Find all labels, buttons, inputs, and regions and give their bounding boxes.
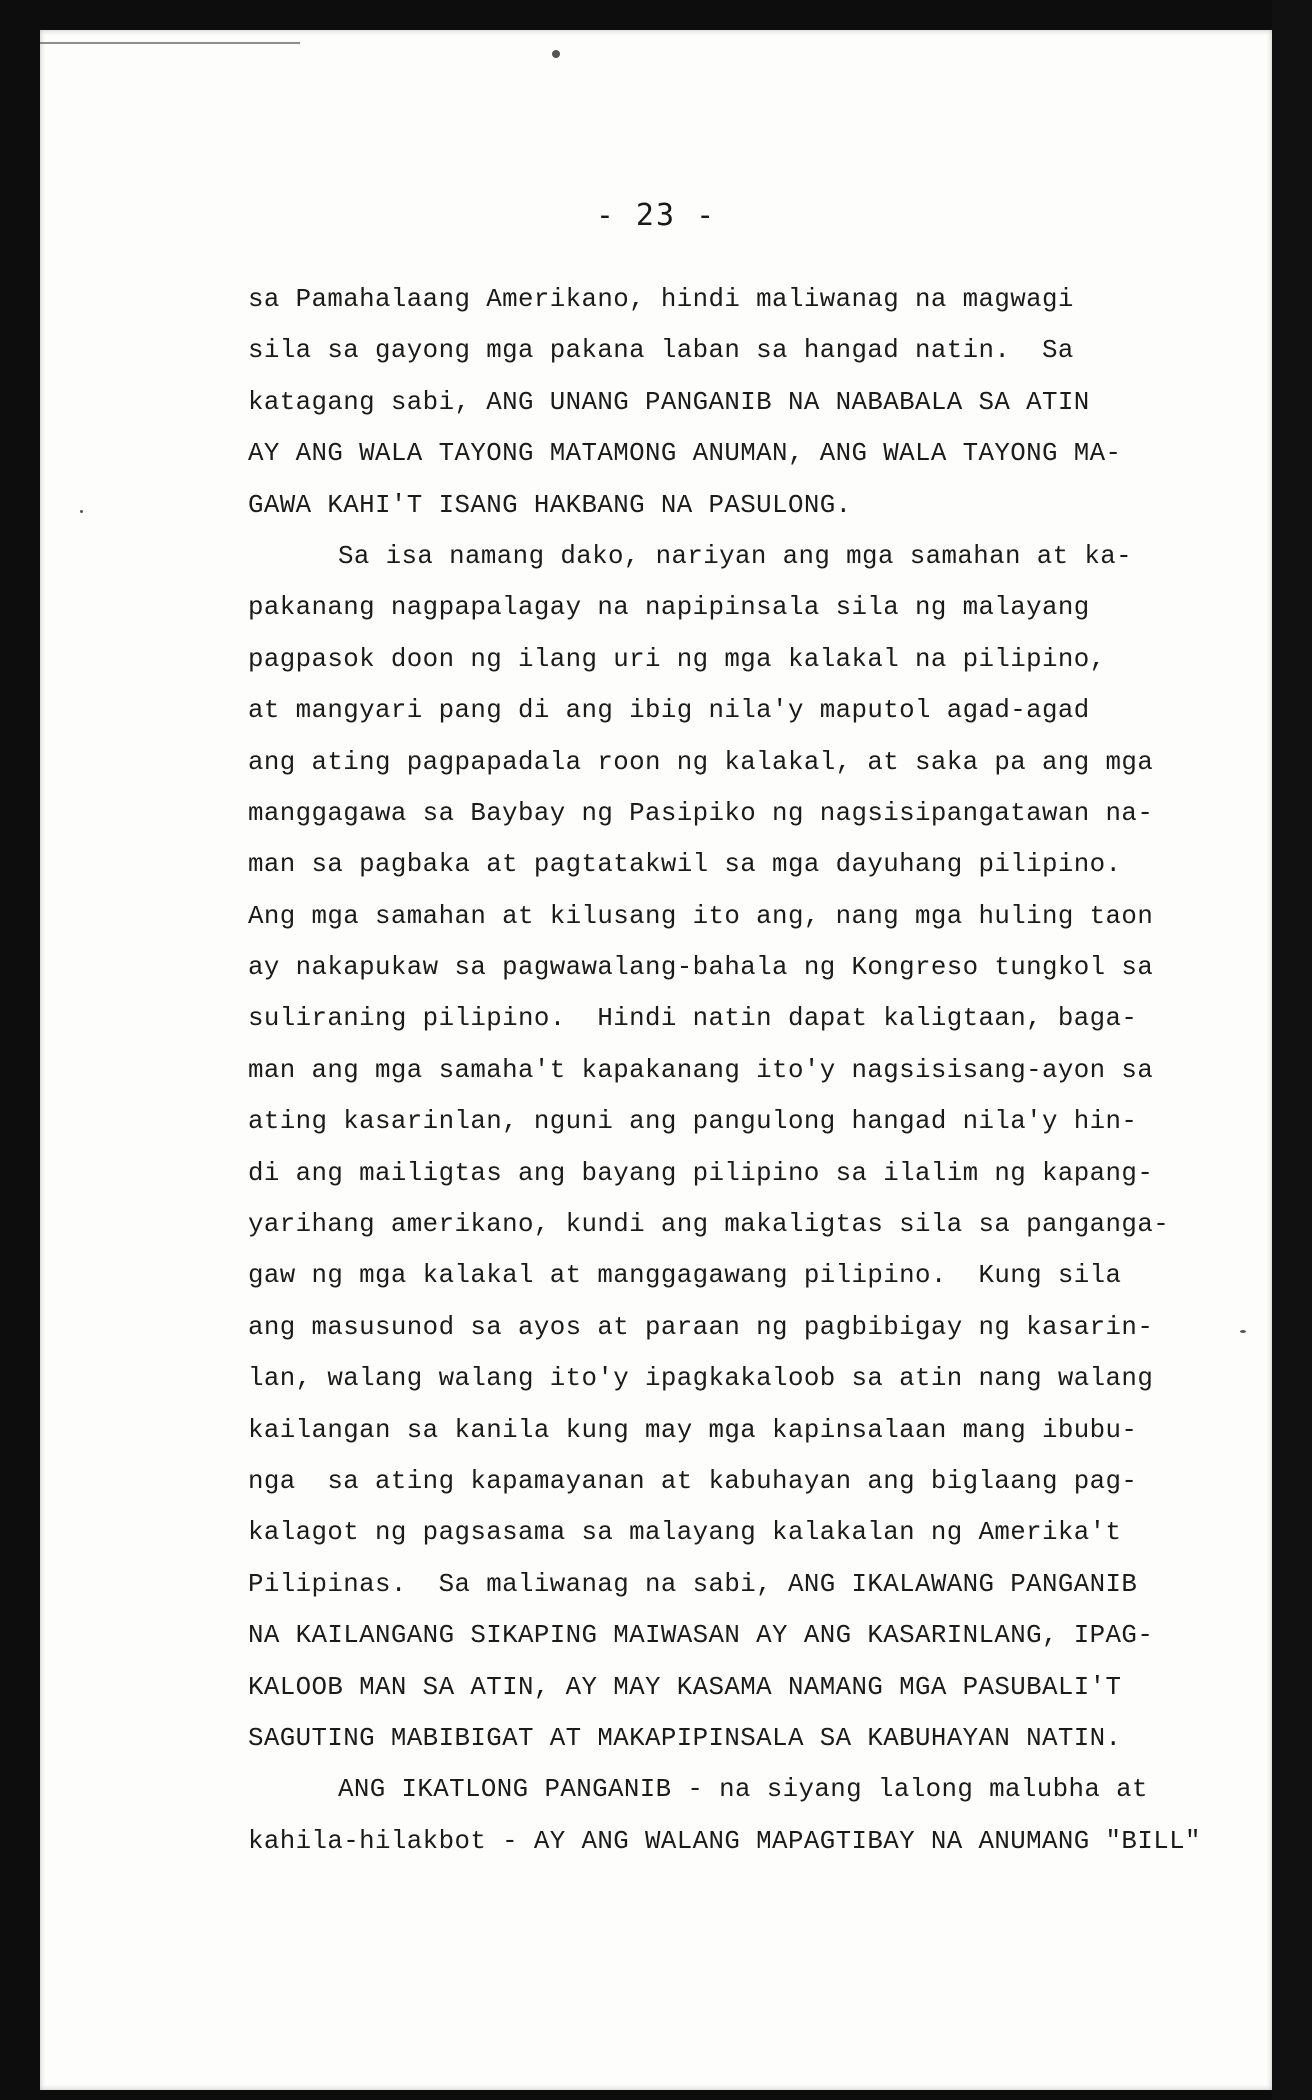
text-line: NA KAILANGANG SIKAPING MAIWASAN AY ANG KASARINLANG, IPAG- [248, 1621, 1154, 1651]
text-line: ang masusunod sa ayos at paraan ng pagbibigay ng kasarin- [248, 1312, 1154, 1342]
text-line: gaw ng mga kalakal at manggagawang pilipino. Kung sila [248, 1261, 1122, 1291]
text-line: man ang mga samaha't kapakanang ito'y nagsisisang-ayon sa [248, 1055, 1154, 1085]
text-line: at mangyari pang di ang ibig nila'y maputol agad-agad [248, 696, 1090, 726]
text-line: GAWA KAHI'T ISANG HAKBANG NA PASULONG. [248, 490, 852, 520]
scan-border [1272, 0, 1312, 2100]
text-line: man sa pagbaka at pagtatakwil sa mga dayuhang pilipino. [248, 850, 1122, 880]
paper-speck [1240, 1330, 1246, 1333]
text-line: kalagot ng pagsasama sa malayang kalakalan ng Amerika't [248, 1518, 1122, 1548]
text-line: ang ating pagpapadala roon ng kalakal, at saka pa ang mga [248, 747, 1154, 777]
text-line: pakanang nagpapalagay na napipinsala sila ng malayang [248, 593, 1090, 623]
text-line: suliraning pilipino. Hindi natin dapat kaligtaan, baga- [248, 1004, 1138, 1034]
paragraph-start-line: Sa isa namang dako, nariyan ang mga samahan at ka- [338, 541, 1133, 571]
text-line: SAGUTING MABIBIGAT AT MAKAPIPINSALA SA KABUHAYAN NATIN. [248, 1723, 1122, 1753]
typed-body-text [248, 274, 1201, 1867]
text-line: pagpasok doon ng ilang uri ng mga kalakal na pilipino, [248, 644, 1106, 674]
text-line: Ang mga samahan at kilusang ito ang, nang mga huling taon [248, 901, 1154, 931]
text-line: Pilipinas. Sa maliwanag na sabi, ANG IKALAWANG PANGANIB [248, 1569, 1138, 1599]
text-line: nga sa ating kapamayanan at kabuhayan ang biglaang pag- [248, 1466, 1138, 1496]
text-line: sila sa gayong mga pakana laban sa hangad natin. Sa [248, 336, 1074, 366]
text-line: kahila-hilakbot - AY ANG WALANG MAPAGTIBAY NA ANUMANG "BILL" [248, 1826, 1201, 1856]
text-line: katagang sabi, ANG UNANG PANGANIB NA NABABALA SA ATIN [248, 387, 1090, 417]
text-line: KALOOB MAN SA ATIN, AY MAY KASAMA NAMANG MGA PASUBALI'T [248, 1672, 1122, 1702]
paper-speck [552, 50, 560, 58]
text-line: di ang mailigtas ang bayang pilipino sa ilalim ng kapang- [248, 1158, 1154, 1188]
text-line: AY ANG WALA TAYONG MATAMONG ANUMAN, ANG WALA TAYONG MA- [248, 439, 1122, 469]
text-line: manggagawa sa Baybay ng Pasipiko ng nagsisipangatawan na- [248, 798, 1154, 828]
paragraph-start-line: ANG IKATLONG PANGANIB - na siyang lalong malubha at [338, 1775, 1148, 1805]
text-line: ay nakapukaw sa pagwawalang-bahala ng Kongreso tungkol sa [248, 953, 1154, 983]
text-line: sa Pamahalaang Amerikano, hindi maliwanag na magwagi [248, 285, 1074, 314]
paper-speck [80, 510, 83, 513]
text-line: ating kasarinlan, nguni ang pangulong hangad nila'y hin- [248, 1107, 1138, 1137]
text-line: yarihang amerikano, kundi ang makaligtas sila sa panganga- [248, 1210, 1170, 1240]
text-line: lan, walang walang ito'y ipagkakaloob sa atin nang walang [248, 1364, 1154, 1394]
page-number: - 23 - [595, 198, 717, 233]
page-edge-mark [40, 42, 300, 44]
text-line: kailangan sa kanila kung may mga kapinsalaan mang ibubu- [248, 1415, 1138, 1445]
